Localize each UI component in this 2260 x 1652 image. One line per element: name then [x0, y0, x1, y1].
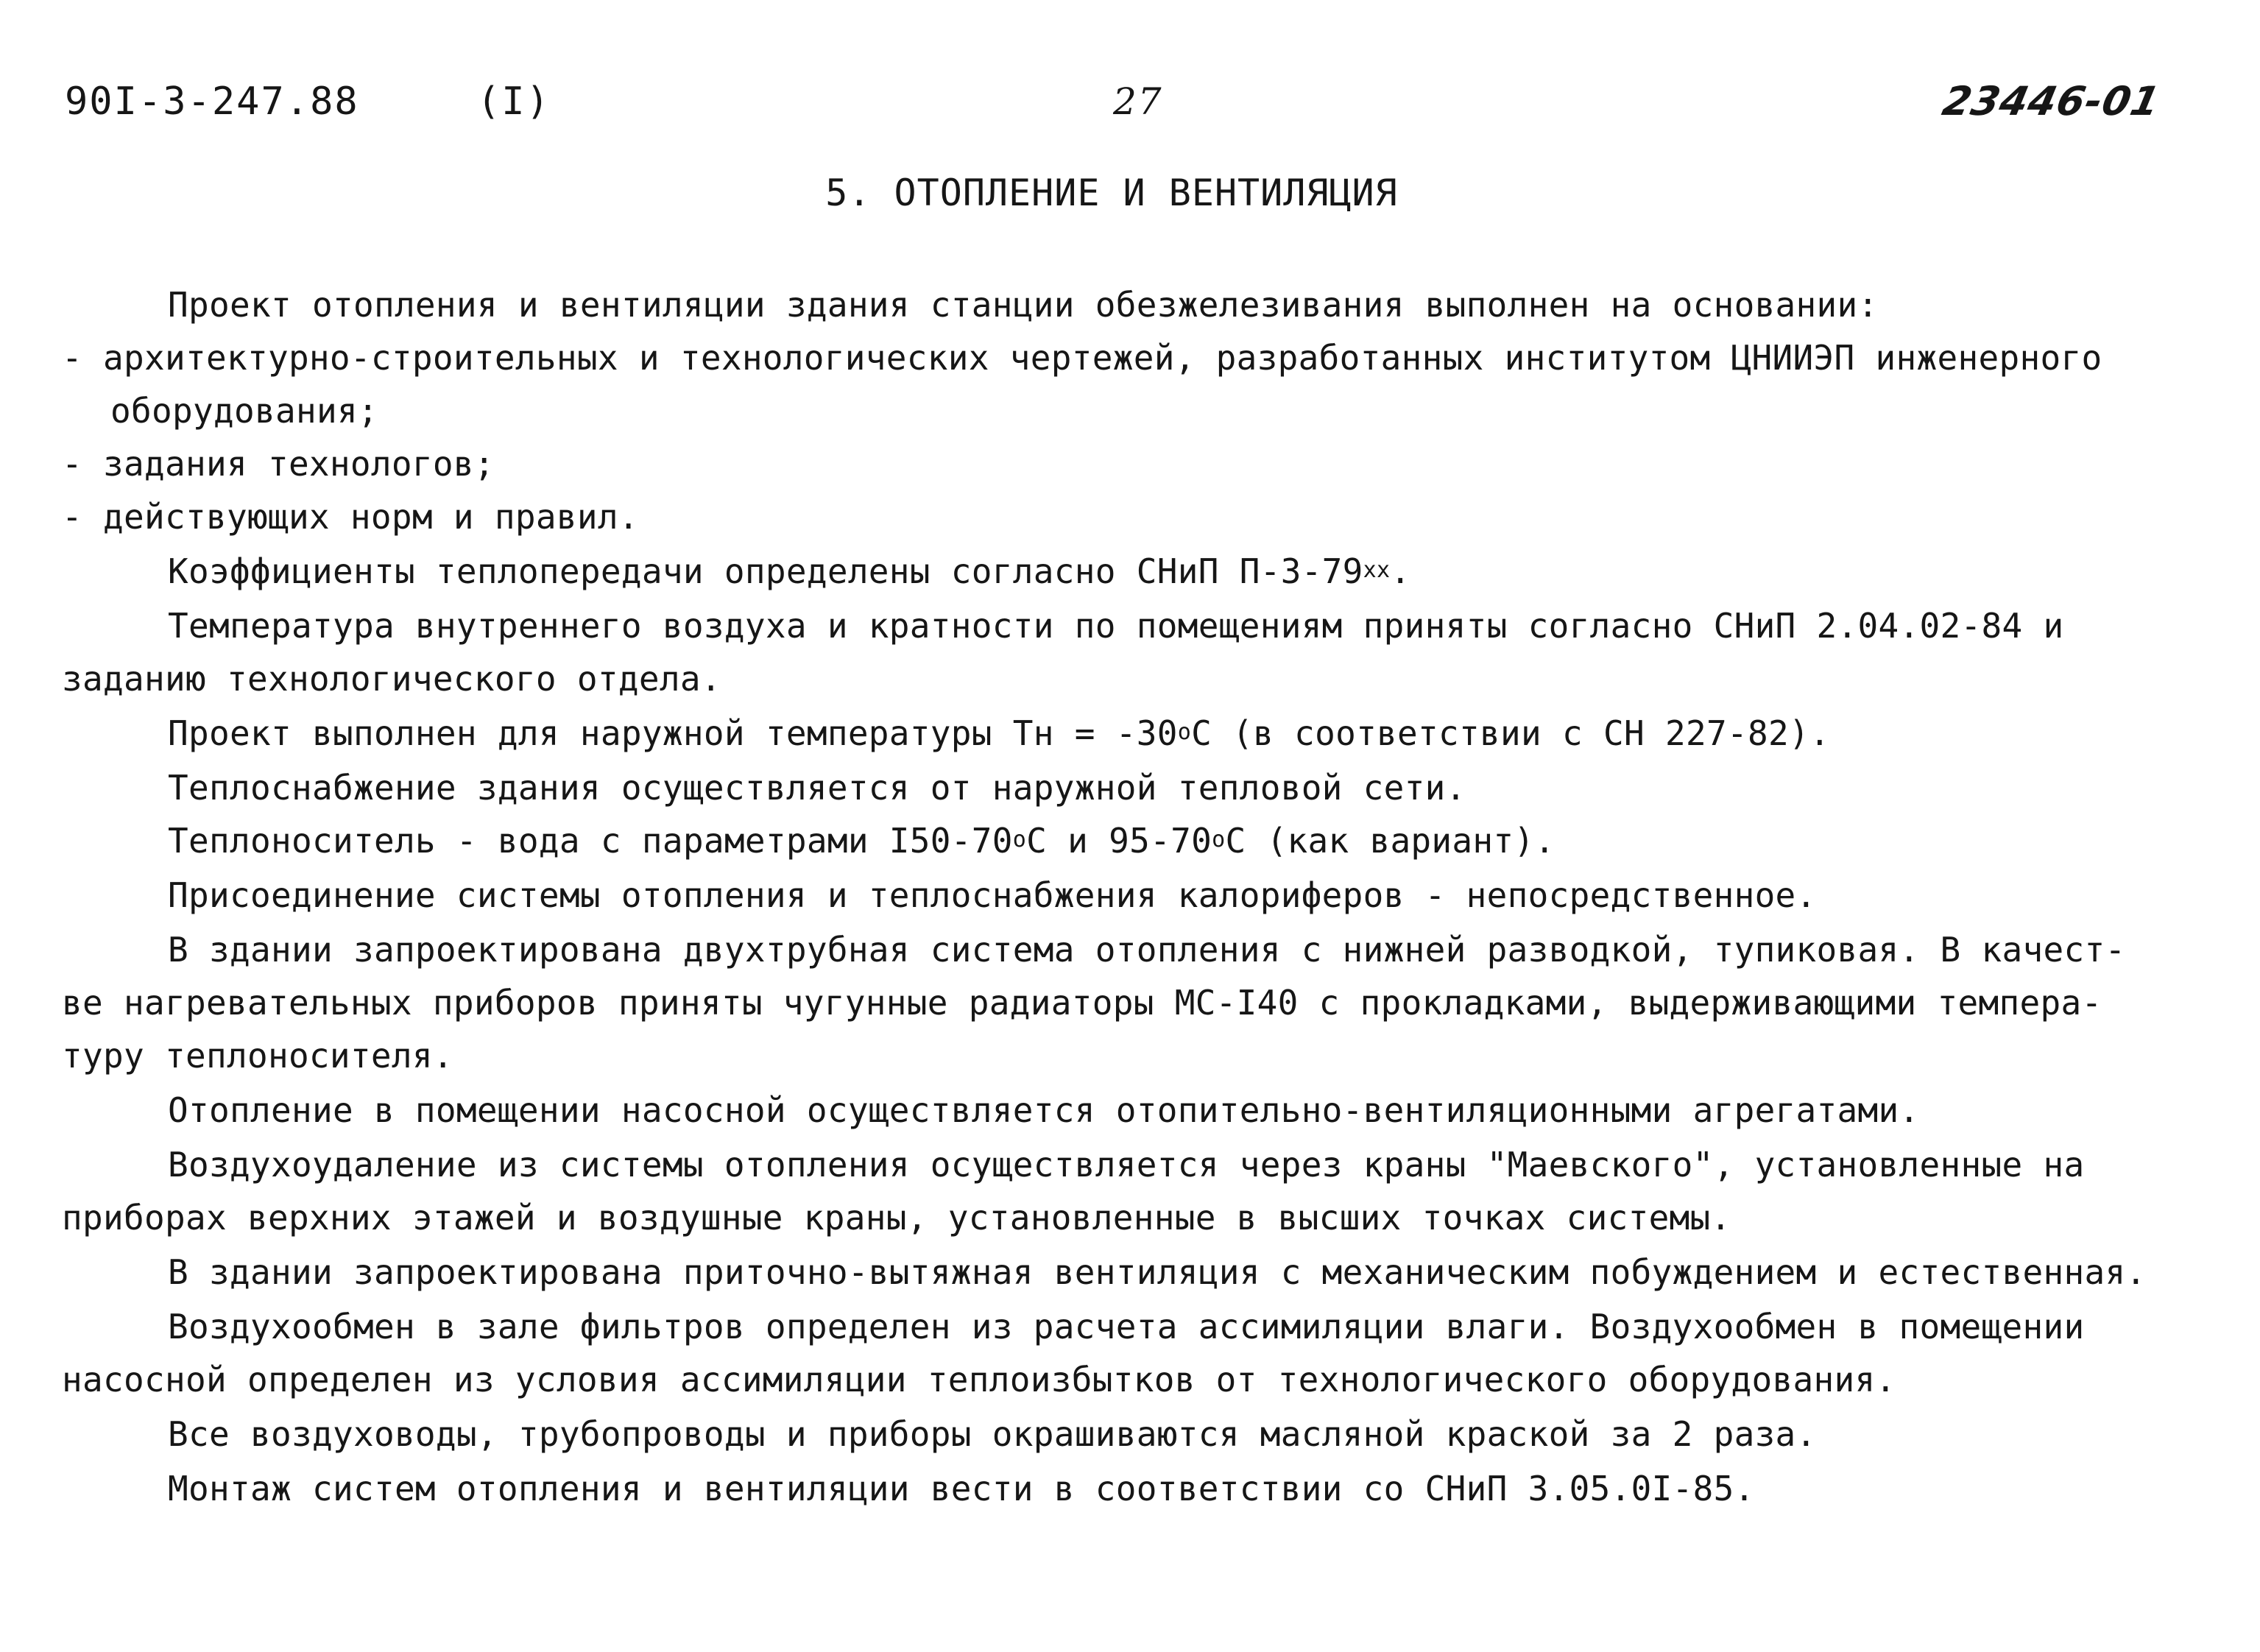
body-line: заданию технологического отдела.: [62, 659, 721, 699]
body-line: Отопление в помещении насосной осуществляется отопительно-вентиляционными агрегатами.: [168, 1090, 1920, 1130]
line-text: .: [1390, 551, 1411, 591]
degree-sign: о: [1212, 827, 1226, 853]
line-text: С и 95-70: [1026, 821, 1212, 861]
body-line: [168, 713, 1830, 754]
degree-sign: о: [1177, 719, 1192, 745]
body-line: туру теплоносителя.: [62, 1036, 453, 1076]
body-line: Воздухоудаление из системы отопления осуществляется через краны "Маевского", установленные на: [168, 1145, 2085, 1185]
body-line: Все воздуховоды, трубопроводы и приборы окрашиваются масляной краской за 2 раза.: [168, 1414, 1817, 1454]
inventory-number: 23446-01: [1938, 78, 2165, 124]
line-text: Теплоноситель - вода с параметрами І50-70: [168, 821, 1013, 861]
body-line: В здании запроектирована двухтрубная система отопления с нижней разводкой, тупиковая. В качест-: [168, 930, 2126, 970]
part-number: (I): [477, 80, 551, 124]
body-line: Проект отопления и вентиляции здания станции обезжелезивания выполнен на основании:: [168, 285, 1879, 325]
body-line: Присоединение системы отопления и теплоснабжения калориферов - непосредственное.: [168, 875, 1817, 915]
line-text: С (как вариант).: [1225, 821, 1555, 861]
body-line: ве нагревательных приборов приняты чугунные радиаторы МС-І40 с прокладками, выдерживающими темпера-: [62, 983, 2102, 1023]
body-line: насосной определен из условия ассимиляции теплоизбытков от технологического оборудования.: [62, 1360, 1896, 1399]
document-code: 90I-3-247.88: [65, 80, 359, 124]
body-line: - архитектурно-строительных и технологических чертежей, разработанных институтом ЦНИИЭП инженерного: [62, 338, 2102, 378]
body-line: [168, 551, 1410, 592]
superscript: хх: [1363, 557, 1391, 583]
line-text: Проект выполнен для наружной температуры Тн = -30: [168, 713, 1178, 753]
body-line: Воздухообмен в зале фильтров определен из расчета ассимиляции влаги. Воздухообмен в помещении: [168, 1307, 2085, 1346]
body-line: Монтаж систем отопления и вентиляции вести в соответствии со СНиП 3.05.0I-85.: [168, 1469, 1755, 1508]
line-text: С (в соответствии с СН 227-82).: [1191, 713, 1830, 753]
page-number: 27: [1113, 80, 1163, 123]
body-line: приборах верхних этажей и воздушные краны, установленные в высших точках системы.: [62, 1198, 1731, 1238]
body-line: Температура внутреннего воздуха и кратности по помещениям приняты согласно СНиП 2.04.02-84 и: [168, 606, 2064, 646]
body-line: - задания технологов;: [62, 444, 495, 484]
body-line: Теплоснабжение здания осуществляется от наружной тепловой сети.: [168, 768, 1466, 808]
line-text: Коэффициенты теплопередачи определены согласно СНиП П-3-79: [168, 551, 1363, 591]
degree-sign: о: [1012, 827, 1027, 853]
body-line: - действующих норм и правил.: [62, 497, 639, 537]
section-title: 5. ОТОПЛЕНИЕ И ВЕНТИЛЯЦИЯ: [825, 172, 1398, 214]
body-line: оборудования;: [110, 391, 378, 431]
body-line: [168, 820, 1555, 861]
body-line: В здании запроектирована приточно-вытяжная вентиляция с механическим побуждением и естественная.: [168, 1252, 2147, 1292]
